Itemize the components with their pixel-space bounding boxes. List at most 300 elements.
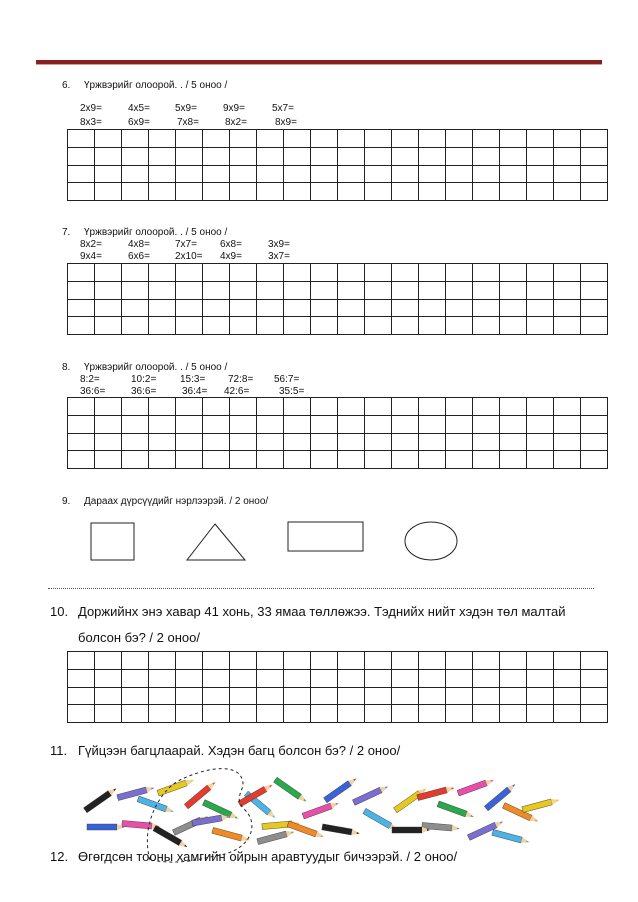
grid-cell[interactable] bbox=[392, 687, 419, 705]
grid-cell[interactable] bbox=[338, 165, 365, 183]
grid-cell[interactable] bbox=[311, 415, 338, 433]
grid-cell[interactable] bbox=[446, 652, 473, 670]
grid-cell[interactable] bbox=[149, 281, 176, 299]
grid-cell[interactable] bbox=[95, 165, 122, 183]
grid-cell[interactable] bbox=[257, 147, 284, 165]
grid-cell[interactable] bbox=[95, 147, 122, 165]
grid-cell[interactable] bbox=[419, 130, 446, 148]
grid-cell[interactable] bbox=[473, 451, 500, 469]
grid-cell[interactable] bbox=[257, 451, 284, 469]
grid-cell[interactable] bbox=[149, 451, 176, 469]
grid-cell[interactable] bbox=[311, 147, 338, 165]
grid-cell[interactable] bbox=[446, 183, 473, 201]
grid-cell[interactable] bbox=[68, 451, 95, 469]
grid-cell[interactable] bbox=[257, 317, 284, 335]
grid-cell[interactable] bbox=[311, 264, 338, 282]
grid-cell[interactable] bbox=[176, 669, 203, 687]
grid-cell[interactable] bbox=[284, 130, 311, 148]
grid-cell[interactable] bbox=[311, 398, 338, 416]
grid-cell[interactable] bbox=[230, 705, 257, 723]
grid-cell[interactable] bbox=[500, 264, 527, 282]
answer-grid-q10[interactable] bbox=[67, 651, 608, 723]
grid-cell[interactable] bbox=[500, 183, 527, 201]
grid-cell[interactable] bbox=[392, 264, 419, 282]
grid-cell[interactable] bbox=[176, 687, 203, 705]
grid-cell[interactable] bbox=[554, 451, 581, 469]
grid-cell[interactable] bbox=[176, 451, 203, 469]
grid-cell[interactable] bbox=[149, 264, 176, 282]
grid-cell[interactable] bbox=[230, 147, 257, 165]
grid-cell[interactable] bbox=[419, 433, 446, 451]
grid-cell[interactable] bbox=[473, 299, 500, 317]
grid-cell[interactable] bbox=[230, 299, 257, 317]
grid-cell[interactable] bbox=[122, 669, 149, 687]
grid-cell[interactable] bbox=[149, 130, 176, 148]
grid-cell[interactable] bbox=[230, 415, 257, 433]
grid-cell[interactable] bbox=[338, 669, 365, 687]
grid-cell[interactable] bbox=[311, 317, 338, 335]
grid-cell[interactable] bbox=[365, 299, 392, 317]
grid-cell[interactable] bbox=[284, 147, 311, 165]
grid-cell[interactable] bbox=[419, 299, 446, 317]
grid-cell[interactable] bbox=[554, 264, 581, 282]
grid-cell[interactable] bbox=[446, 281, 473, 299]
grid-cell[interactable] bbox=[365, 183, 392, 201]
grid-cell[interactable] bbox=[230, 652, 257, 670]
grid-cell[interactable] bbox=[338, 687, 365, 705]
grid-cell[interactable] bbox=[581, 147, 608, 165]
grid-cell[interactable] bbox=[203, 415, 230, 433]
grid-cell[interactable] bbox=[68, 398, 95, 416]
grid-cell[interactable] bbox=[122, 398, 149, 416]
grid-cell[interactable] bbox=[527, 299, 554, 317]
grid-cell[interactable] bbox=[68, 165, 95, 183]
grid-cell[interactable] bbox=[122, 451, 149, 469]
grid-cell[interactable] bbox=[257, 687, 284, 705]
grid-cell[interactable] bbox=[473, 705, 500, 723]
grid-cell[interactable] bbox=[554, 705, 581, 723]
grid-cell[interactable] bbox=[419, 398, 446, 416]
grid-cell[interactable] bbox=[95, 183, 122, 201]
grid-cell[interactable] bbox=[122, 652, 149, 670]
grid-cell[interactable] bbox=[122, 264, 149, 282]
grid-cell[interactable] bbox=[203, 705, 230, 723]
grid-cell[interactable] bbox=[581, 183, 608, 201]
grid-cell[interactable] bbox=[365, 264, 392, 282]
grid-cell[interactable] bbox=[122, 317, 149, 335]
grid-cell[interactable] bbox=[392, 669, 419, 687]
grid-cell[interactable] bbox=[149, 147, 176, 165]
grid-cell[interactable] bbox=[338, 317, 365, 335]
grid-cell[interactable] bbox=[203, 281, 230, 299]
grid-cell[interactable] bbox=[473, 264, 500, 282]
grid-cell[interactable] bbox=[446, 147, 473, 165]
grid-cell[interactable] bbox=[365, 130, 392, 148]
grid-cell[interactable] bbox=[473, 669, 500, 687]
grid-cell[interactable] bbox=[149, 652, 176, 670]
grid-cell[interactable] bbox=[230, 433, 257, 451]
grid-cell[interactable] bbox=[527, 652, 554, 670]
grid-cell[interactable] bbox=[95, 317, 122, 335]
grid-cell[interactable] bbox=[68, 130, 95, 148]
grid-cell[interactable] bbox=[581, 317, 608, 335]
grid-cell[interactable] bbox=[473, 130, 500, 148]
grid-cell[interactable] bbox=[176, 264, 203, 282]
grid-cell[interactable] bbox=[284, 398, 311, 416]
grid-cell[interactable] bbox=[257, 398, 284, 416]
grid-cell[interactable] bbox=[419, 705, 446, 723]
grid-cell[interactable] bbox=[68, 669, 95, 687]
grid-cell[interactable] bbox=[95, 705, 122, 723]
grid-cell[interactable] bbox=[392, 281, 419, 299]
grid-cell[interactable] bbox=[419, 687, 446, 705]
grid-cell[interactable] bbox=[149, 415, 176, 433]
grid-cell[interactable] bbox=[419, 317, 446, 335]
grid-cell[interactable] bbox=[554, 398, 581, 416]
grid-cell[interactable] bbox=[95, 433, 122, 451]
grid-cell[interactable] bbox=[311, 130, 338, 148]
grid-cell[interactable] bbox=[68, 147, 95, 165]
grid-cell[interactable] bbox=[257, 705, 284, 723]
grid-cell[interactable] bbox=[338, 147, 365, 165]
grid-cell[interactable] bbox=[338, 705, 365, 723]
grid-cell[interactable] bbox=[176, 299, 203, 317]
grid-cell[interactable] bbox=[68, 281, 95, 299]
grid-cell[interactable] bbox=[176, 147, 203, 165]
grid-cell[interactable] bbox=[365, 165, 392, 183]
grid-cell[interactable] bbox=[554, 183, 581, 201]
answer-grid-q6[interactable] bbox=[67, 129, 608, 201]
grid-cell[interactable] bbox=[230, 398, 257, 416]
grid-cell[interactable] bbox=[149, 398, 176, 416]
grid-cell[interactable] bbox=[338, 281, 365, 299]
grid-cell[interactable] bbox=[203, 317, 230, 335]
grid-cell[interactable] bbox=[365, 398, 392, 416]
grid-cell[interactable] bbox=[68, 415, 95, 433]
grid-cell[interactable] bbox=[446, 165, 473, 183]
grid-cell[interactable] bbox=[122, 415, 149, 433]
grid-cell[interactable] bbox=[581, 130, 608, 148]
grid-cell[interactable] bbox=[527, 317, 554, 335]
grid-cell[interactable] bbox=[473, 147, 500, 165]
grid-cell[interactable] bbox=[338, 415, 365, 433]
grid-cell[interactable] bbox=[581, 299, 608, 317]
grid-cell[interactable] bbox=[311, 183, 338, 201]
grid-cell[interactable] bbox=[95, 299, 122, 317]
grid-cell[interactable] bbox=[338, 451, 365, 469]
grid-cell[interactable] bbox=[446, 705, 473, 723]
grid-cell[interactable] bbox=[338, 130, 365, 148]
grid-cell[interactable] bbox=[230, 687, 257, 705]
grid-cell[interactable] bbox=[203, 299, 230, 317]
grid-cell[interactable] bbox=[392, 652, 419, 670]
grid-cell[interactable] bbox=[68, 299, 95, 317]
grid-cell[interactable] bbox=[203, 264, 230, 282]
grid-cell[interactable] bbox=[446, 669, 473, 687]
grid-cell[interactable] bbox=[500, 415, 527, 433]
grid-cell[interactable] bbox=[365, 415, 392, 433]
grid-cell[interactable] bbox=[284, 415, 311, 433]
grid-cell[interactable] bbox=[581, 415, 608, 433]
grid-cell[interactable] bbox=[149, 299, 176, 317]
grid-cell[interactable] bbox=[284, 652, 311, 670]
grid-cell[interactable] bbox=[554, 317, 581, 335]
grid-cell[interactable] bbox=[581, 264, 608, 282]
grid-cell[interactable] bbox=[473, 317, 500, 335]
grid-cell[interactable] bbox=[149, 183, 176, 201]
grid-cell[interactable] bbox=[284, 687, 311, 705]
grid-cell[interactable] bbox=[500, 317, 527, 335]
grid-cell[interactable] bbox=[203, 652, 230, 670]
answer-grid-q8[interactable] bbox=[67, 397, 608, 469]
grid-cell[interactable] bbox=[176, 317, 203, 335]
grid-cell[interactable] bbox=[176, 652, 203, 670]
grid-cell[interactable] bbox=[230, 451, 257, 469]
grid-cell[interactable] bbox=[149, 317, 176, 335]
grid-cell[interactable] bbox=[581, 433, 608, 451]
grid-cell[interactable] bbox=[311, 299, 338, 317]
grid-cell[interactable] bbox=[338, 299, 365, 317]
grid-cell[interactable] bbox=[500, 165, 527, 183]
grid-cell[interactable] bbox=[203, 147, 230, 165]
grid-cell[interactable] bbox=[122, 705, 149, 723]
grid-cell[interactable] bbox=[257, 433, 284, 451]
grid-cell[interactable] bbox=[284, 705, 311, 723]
grid-cell[interactable] bbox=[581, 687, 608, 705]
grid-cell[interactable] bbox=[176, 398, 203, 416]
grid-cell[interactable] bbox=[500, 669, 527, 687]
grid-cell[interactable] bbox=[473, 415, 500, 433]
grid-cell[interactable] bbox=[149, 669, 176, 687]
grid-cell[interactable] bbox=[257, 165, 284, 183]
grid-cell[interactable] bbox=[95, 451, 122, 469]
grid-cell[interactable] bbox=[581, 281, 608, 299]
grid-cell[interactable] bbox=[446, 130, 473, 148]
grid-cell[interactable] bbox=[473, 398, 500, 416]
grid-cell[interactable] bbox=[311, 669, 338, 687]
grid-cell[interactable] bbox=[149, 705, 176, 723]
grid-cell[interactable] bbox=[554, 652, 581, 670]
grid-cell[interactable] bbox=[230, 317, 257, 335]
grid-cell[interactable] bbox=[338, 433, 365, 451]
grid-cell[interactable] bbox=[311, 433, 338, 451]
grid-cell[interactable] bbox=[527, 687, 554, 705]
grid-cell[interactable] bbox=[527, 183, 554, 201]
grid-cell[interactable] bbox=[500, 130, 527, 148]
grid-cell[interactable] bbox=[230, 183, 257, 201]
grid-cell[interactable] bbox=[284, 451, 311, 469]
grid-cell[interactable] bbox=[257, 669, 284, 687]
grid-cell[interactable] bbox=[392, 130, 419, 148]
grid-cell[interactable] bbox=[581, 398, 608, 416]
grid-cell[interactable] bbox=[149, 687, 176, 705]
grid-cell[interactable] bbox=[122, 687, 149, 705]
grid-cell[interactable] bbox=[284, 433, 311, 451]
grid-cell[interactable] bbox=[581, 165, 608, 183]
grid-cell[interactable] bbox=[257, 281, 284, 299]
grid-cell[interactable] bbox=[149, 433, 176, 451]
grid-cell[interactable] bbox=[554, 165, 581, 183]
grid-cell[interactable] bbox=[203, 433, 230, 451]
grid-cell[interactable] bbox=[554, 281, 581, 299]
grid-cell[interactable] bbox=[527, 281, 554, 299]
grid-cell[interactable] bbox=[257, 264, 284, 282]
grid-cell[interactable] bbox=[473, 183, 500, 201]
grid-cell[interactable] bbox=[392, 183, 419, 201]
grid-cell[interactable] bbox=[500, 705, 527, 723]
grid-cell[interactable] bbox=[95, 669, 122, 687]
grid-cell[interactable] bbox=[392, 451, 419, 469]
grid-cell[interactable] bbox=[446, 687, 473, 705]
grid-cell[interactable] bbox=[554, 147, 581, 165]
grid-cell[interactable] bbox=[392, 317, 419, 335]
grid-cell[interactable] bbox=[95, 652, 122, 670]
grid-cell[interactable] bbox=[500, 687, 527, 705]
grid-cell[interactable] bbox=[122, 130, 149, 148]
grid-cell[interactable] bbox=[392, 398, 419, 416]
grid-cell[interactable] bbox=[554, 299, 581, 317]
grid-cell[interactable] bbox=[473, 281, 500, 299]
grid-cell[interactable] bbox=[365, 317, 392, 335]
grid-cell[interactable] bbox=[365, 281, 392, 299]
grid-cell[interactable] bbox=[95, 415, 122, 433]
grid-cell[interactable] bbox=[500, 299, 527, 317]
grid-cell[interactable] bbox=[554, 433, 581, 451]
grid-cell[interactable] bbox=[527, 130, 554, 148]
grid-cell[interactable] bbox=[338, 652, 365, 670]
grid-cell[interactable] bbox=[122, 147, 149, 165]
grid-cell[interactable] bbox=[527, 415, 554, 433]
grid-cell[interactable] bbox=[311, 687, 338, 705]
grid-cell[interactable] bbox=[338, 398, 365, 416]
grid-cell[interactable] bbox=[500, 147, 527, 165]
grid-cell[interactable] bbox=[473, 433, 500, 451]
grid-cell[interactable] bbox=[203, 398, 230, 416]
grid-cell[interactable] bbox=[554, 687, 581, 705]
grid-cell[interactable] bbox=[581, 451, 608, 469]
grid-cell[interactable] bbox=[257, 183, 284, 201]
grid-cell[interactable] bbox=[419, 415, 446, 433]
grid-cell[interactable] bbox=[176, 433, 203, 451]
grid-cell[interactable] bbox=[527, 165, 554, 183]
grid-cell[interactable] bbox=[68, 687, 95, 705]
grid-cell[interactable] bbox=[527, 705, 554, 723]
grid-cell[interactable] bbox=[446, 264, 473, 282]
grid-cell[interactable] bbox=[257, 130, 284, 148]
grid-cell[interactable] bbox=[230, 281, 257, 299]
grid-cell[interactable] bbox=[419, 165, 446, 183]
grid-cell[interactable] bbox=[527, 433, 554, 451]
grid-cell[interactable] bbox=[68, 433, 95, 451]
grid-cell[interactable] bbox=[230, 130, 257, 148]
grid-cell[interactable] bbox=[419, 183, 446, 201]
grid-cell[interactable] bbox=[392, 165, 419, 183]
grid-cell[interactable] bbox=[257, 652, 284, 670]
grid-cell[interactable] bbox=[500, 652, 527, 670]
grid-cell[interactable] bbox=[419, 281, 446, 299]
grid-cell[interactable] bbox=[176, 130, 203, 148]
grid-cell[interactable] bbox=[176, 281, 203, 299]
grid-cell[interactable] bbox=[365, 669, 392, 687]
grid-cell[interactable] bbox=[500, 451, 527, 469]
grid-cell[interactable] bbox=[581, 669, 608, 687]
grid-cell[interactable] bbox=[122, 433, 149, 451]
grid-cell[interactable] bbox=[203, 451, 230, 469]
grid-cell[interactable] bbox=[230, 165, 257, 183]
grid-cell[interactable] bbox=[527, 451, 554, 469]
grid-cell[interactable] bbox=[68, 317, 95, 335]
grid-cell[interactable] bbox=[473, 687, 500, 705]
grid-cell[interactable] bbox=[527, 264, 554, 282]
grid-cell[interactable] bbox=[284, 165, 311, 183]
grid-cell[interactable] bbox=[419, 147, 446, 165]
grid-cell[interactable] bbox=[230, 264, 257, 282]
grid-cell[interactable] bbox=[176, 183, 203, 201]
grid-cell[interactable] bbox=[365, 687, 392, 705]
grid-cell[interactable] bbox=[176, 165, 203, 183]
grid-cell[interactable] bbox=[203, 183, 230, 201]
grid-cell[interactable] bbox=[122, 183, 149, 201]
grid-cell[interactable] bbox=[284, 669, 311, 687]
grid-cell[interactable] bbox=[419, 652, 446, 670]
grid-cell[interactable] bbox=[68, 652, 95, 670]
grid-cell[interactable] bbox=[68, 183, 95, 201]
answer-grid-q7[interactable] bbox=[67, 263, 608, 335]
grid-cell[interactable] bbox=[419, 451, 446, 469]
grid-cell[interactable] bbox=[311, 705, 338, 723]
grid-cell[interactable] bbox=[446, 451, 473, 469]
grid-cell[interactable] bbox=[311, 281, 338, 299]
grid-cell[interactable] bbox=[203, 165, 230, 183]
grid-cell[interactable] bbox=[419, 264, 446, 282]
grid-cell[interactable] bbox=[338, 264, 365, 282]
grid-cell[interactable] bbox=[365, 652, 392, 670]
grid-cell[interactable] bbox=[95, 264, 122, 282]
grid-cell[interactable] bbox=[203, 669, 230, 687]
grid-cell[interactable] bbox=[122, 299, 149, 317]
grid-cell[interactable] bbox=[554, 669, 581, 687]
grid-cell[interactable] bbox=[338, 183, 365, 201]
grid-cell[interactable] bbox=[554, 130, 581, 148]
grid-cell[interactable] bbox=[581, 705, 608, 723]
grid-cell[interactable] bbox=[284, 264, 311, 282]
grid-cell[interactable] bbox=[365, 147, 392, 165]
grid-cell[interactable] bbox=[446, 317, 473, 335]
grid-cell[interactable] bbox=[95, 398, 122, 416]
grid-cell[interactable] bbox=[365, 705, 392, 723]
grid-cell[interactable] bbox=[527, 669, 554, 687]
grid-cell[interactable] bbox=[230, 669, 257, 687]
grid-cell[interactable] bbox=[392, 433, 419, 451]
grid-cell[interactable] bbox=[473, 165, 500, 183]
grid-cell[interactable] bbox=[527, 398, 554, 416]
grid-cell[interactable] bbox=[257, 299, 284, 317]
grid-cell[interactable] bbox=[95, 687, 122, 705]
grid-cell[interactable] bbox=[419, 669, 446, 687]
grid-cell[interactable] bbox=[68, 705, 95, 723]
grid-cell[interactable] bbox=[392, 299, 419, 317]
grid-cell[interactable] bbox=[176, 415, 203, 433]
grid-cell[interactable] bbox=[176, 705, 203, 723]
grid-cell[interactable] bbox=[311, 652, 338, 670]
grid-cell[interactable] bbox=[122, 281, 149, 299]
grid-cell[interactable] bbox=[446, 299, 473, 317]
grid-cell[interactable] bbox=[527, 147, 554, 165]
grid-cell[interactable] bbox=[392, 147, 419, 165]
grid-cell[interactable] bbox=[446, 433, 473, 451]
grid-cell[interactable] bbox=[500, 398, 527, 416]
grid-cell[interactable] bbox=[581, 652, 608, 670]
